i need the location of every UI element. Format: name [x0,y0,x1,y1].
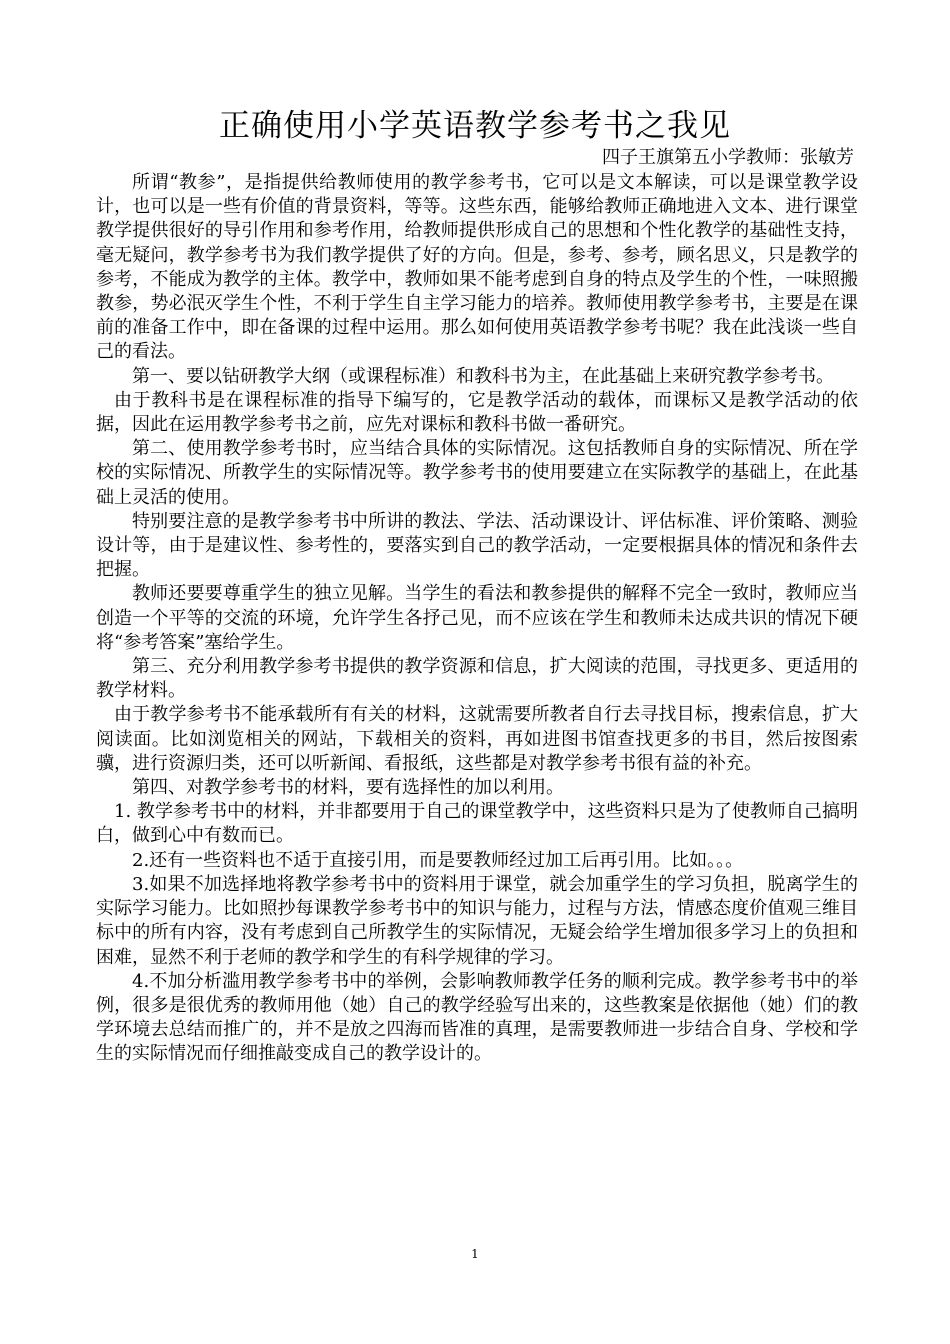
author-byline: 四子王旗第五小学教师：张敏芳 [602,147,854,168]
paragraph-point-1-heading: 第一、要以钻研教学大纲（或课程标准）和教科书为主，在此基础上来研究教学参考书。 [132,365,834,387]
list-item-4: 4.不加分析滥用教学参考书中的举例，会影响教师教学任务的顺利完成。教学参考书中的举例，很多是很优秀的教师用他（她）自己的教学经验写出来的，这些教案是依据他（她）们的教学环境去总结而推广的，并不是放之四海而皆准的真理，是需要教师进一步结合自身、学校和学生的实际情况而仔细推敲变成自己的教学设计的。 [96,970,858,1065]
paragraph-point-3-heading: 第三、充分利用教学参考书提供的教学资源和信息，扩大阅读的范围，寻找更多、更适用的教学材料。 [96,656,858,702]
list-item-1: 1. 教学参考书中的材料，并非都要用于自己的课堂教学中，这些资料只是为了使教师自己搞明白，做到心中有数而已。 [96,801,858,847]
document-title: 正确使用小学英语教学参考书之我见 [219,108,731,144]
paragraph-point-3-body: 由于教学参考书不能承载所有有关的材料，这就需要所教者自行去寻找目标，搜索信息，扩大阅读面。比如浏览相关的网站，下载相关的资料，再如进图书馆查找更多的书目，然后按图索骥，进行资源归类，还可以听新闻、看报纸，这些都是对教学参考书很有益的补充。 [96,704,858,774]
paragraph-point-1-body: 由于教科书是在课程标准的指导下编写的，它是教学活动的载体，而课标又是教学活动的依据，因此在运用教学参考书之前，应先对课标和教科书做一番研究。 [96,389,858,436]
paragraph-point-4-heading: 第四、对教学参考书的材料，要有选择性的加以利用。 [132,777,564,799]
paragraph-point-2-heading: 第二、使用教学参考书时，应当结合具体的实际情况。这包括教师自身的实际情况、所在学校的实际情况、所教学生的实际情况等。教学参考书的使用要建立在实际教学的基础上，在此基础上灵活的使用。 [96,438,858,508]
paragraph-point-2-note: 特别要注意的是教学参考书中所讲的教法、学法、活动课设计、评估标准、评价策略、测验设计等，由于是建议性、参考性的，要落实到自己的教学活动，一定要根据具体的情况和条件去把握。 [96,510,858,581]
list-item-2: 2.还有一些资料也不适于直接引用，而是要教师经过加工后再引用。比如。。。 [132,849,744,871]
paragraph-point-2-respect: 教师还要要尊重学生的独立见解。当学生的看法和教参提供的解释不完全一致时，教师应当创造一个平等的交流的环境，允许学生各抒己见，而不应该在学生和教师未达成共识的情况下硬将“参考答案”塞给学生。 [96,583,858,653]
list-item-3: 3.如果不加选择地将教学参考书中的资料用于课堂，就会加重学生的学习负担，脱离学生的实际学习能力。比如照抄每课教学参考书中的知识与能力，过程与方法，情感态度价值观三维目标中的所有内容，没有考虑到自己所教学生的实际情况，无疑会给学生增加很多学习上的负担和困难，显然不利于老师的教学和学生的有科学规律的学习。 [96,873,858,968]
page-number: 1 [471,1247,479,1261]
document-body [96,171,858,1067]
paragraph-intro: 所谓“教参”，是指提供给教师使用的教学参考书，它可以是文本解读，可以是课堂教学设计，也可以是一些有价值的背景资料，等等。这些东西，能够给教师正确地进入文本、进行课堂教学提供很好的导引作用和参考作用，给教师提供形成自己的思想和个性化教学的基础性支持，毫无疑问，教学参考书为我们教学提供了好的方向。但是，参考、参考，顾名思义，只是教学的参考，不能成为教学的主体。教学中，教师如果不能考虑到自身的特点及学生的个性，一味照搬教参，势必泯灭学生个性，不利于学生自主学习能力的培养。教师使用教学参考书，主要是在课前的准备工作中，即在备课的过程中运用。那么如何使用英语教学参考书呢？我在此浅谈一些自己的看法。 [96,172,858,363]
